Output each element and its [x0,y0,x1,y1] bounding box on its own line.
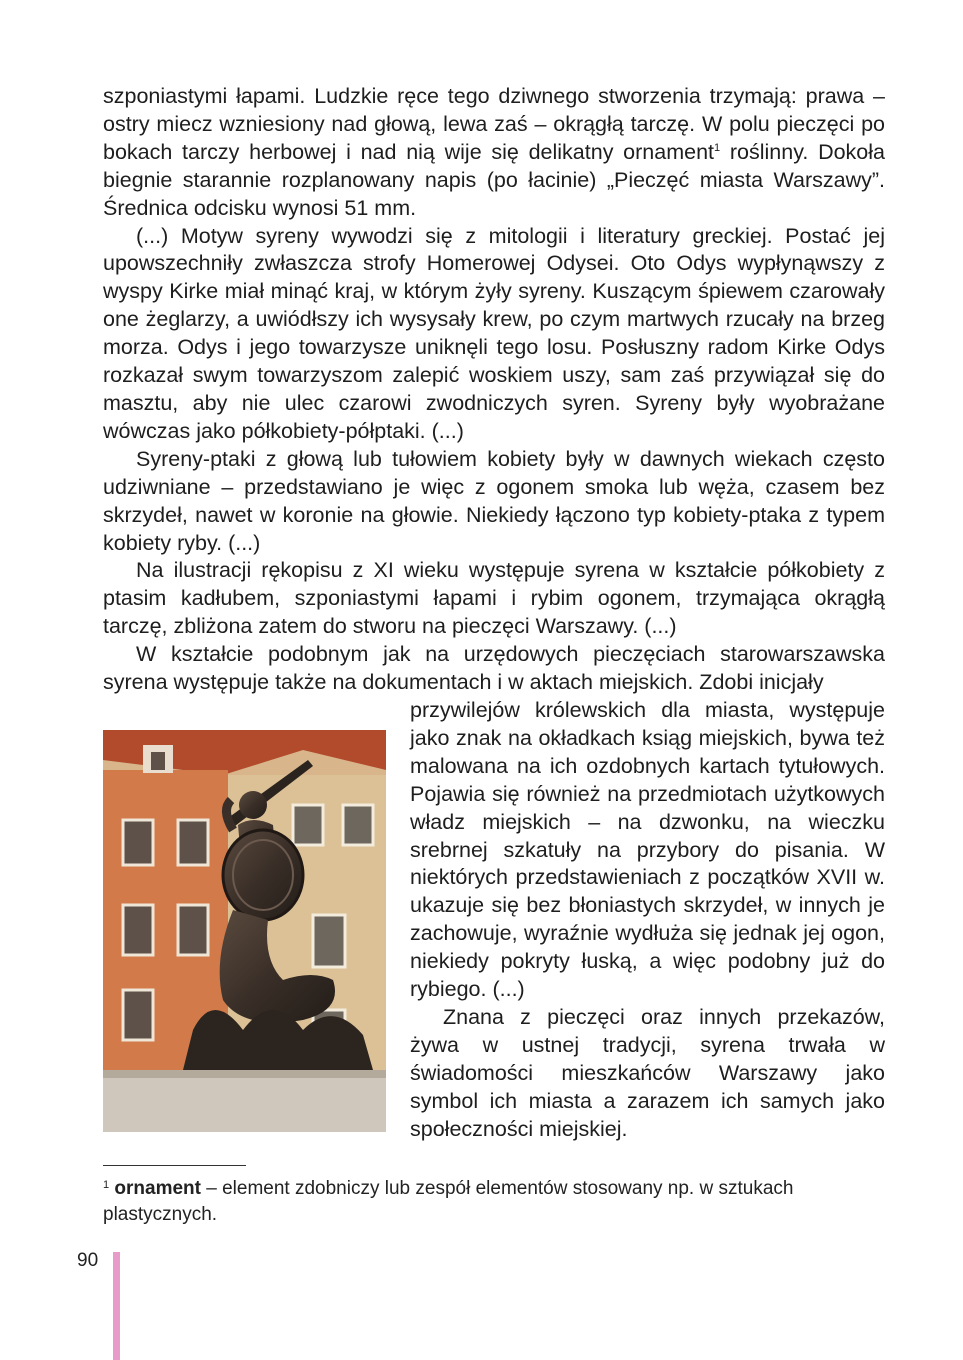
paragraph-text: szponiastymi łapami. Ludzkie ręce tego dziwnego stworzenia trzymają: prawa – ostry miecz wzniesiony nad głową, lewa zaś – okrągłą tarczę. W polu pieczęci po bokach tarczy herbowej i nad nią wije się delikatny ornament [103,84,885,164]
main-text-top [103,83,885,697]
margin-accent-bar [113,1252,120,1360]
main-text-wrapped [410,697,885,1144]
paragraph [103,83,885,223]
footnote-marker[interactable]: 1 [714,141,721,154]
paragraph-text: roślinny. Dokoła biegnie starannie rozplanowany napis (po łacinie) „Pieczęć miasta Warszawy”. Średnica odcisku wynosi 51 mm. [103,139,885,220]
mermaid-statue-photo [103,730,386,1132]
paragraph: Znana z pieczęci oraz innych przekazów, żywa w ustnej tradycji, syrena trwała w świadomości mieszkańców Warszawy jako symbol ich miasta a zarazem ich samych jako społeczności miejskiej. [410,1004,885,1141]
footnote-definition: – element zdobniczy lub zespół elementów stosowany np. w sztukach plastycznych. [103,1178,794,1225]
footnote-term: ornament [114,1178,201,1199]
footnote [103,1172,885,1228]
paragraph: Syreny-ptaki z głową lub tułowiem kobiety były w dawnych wiekach często udziwniane – przedstawiano je więc z ogonem smoka lub węża, czasem bez skrzydeł, nawet w koronie na głowie. Niekiedy łączono typ kobiety-ptaka z typem kobiety ryby. (...) [103,446,885,555]
paragraph: Na ilustracji rękopisu z XI wieku występuje syrena w kształcie półkobiety z ptasim kadłubem, szponiastymi łapami i rybim ogonem, trzymająca okrągłą tarczę, zbliżona zatem do stworu na pieczęci Warszawy. (...) [103,558,885,639]
paragraph: (...) Motyw syreny wywodzi się z mitologii i literatury greckiej. Postać jej upowszechniły zwłaszcza strofy Homerowej Odysei. Oto Odys wypłynąwszy z wyspy Kirke miał minąć kraj, w którym żyły syreny. Kuszącym śpiewem czarowały one żeglarzy, a uwiódłszy ich wysysały krew, po czym martwych rzucały na brzeg morza. Odys i jego towarzysze uniknęli tego losu. Posłuszny radom Kirke Odys rozkazał swym towarzyszom zalepić woskiem uszy, sam zaś przywiązał się do masztu, aby nie ulec czarowi zwodniczych syren. Syreny były wyobrażane wówczas jako półkobiety-półptaki. (...) [103,223,885,443]
page-number: 90 [77,1250,99,1271]
footnote-number: 1 [103,1179,110,1191]
paragraph: przywilejów królewskich dla miasta, występuje jako znak na okładkach ksiąg miejskich, bywa też malowana na ich ozdobnych kartach tytułowych. Pojawia się również na przedmiotach użytkowych władz miejskich – na dzwonku, na wieczku srebrnej szkatuły na przybory do pisania. W niektórych przedstawieniach z początków XVII w. ukazuje się bez błoniastych skrzydeł, w innych je zachowuje, wyraźnie wydłuża się jednak jej ogon, niekiedy pokryty łuską, a więc podobny już do rybiego. (...) [410,698,885,1002]
paragraph: W kształcie podobnym jak na urzędowych pieczęciach starowarszawska syrena występuje także na dokumentach i w aktach miejskich. Zdobi inicjały [103,642,885,695]
footnote-divider [103,1165,246,1166]
